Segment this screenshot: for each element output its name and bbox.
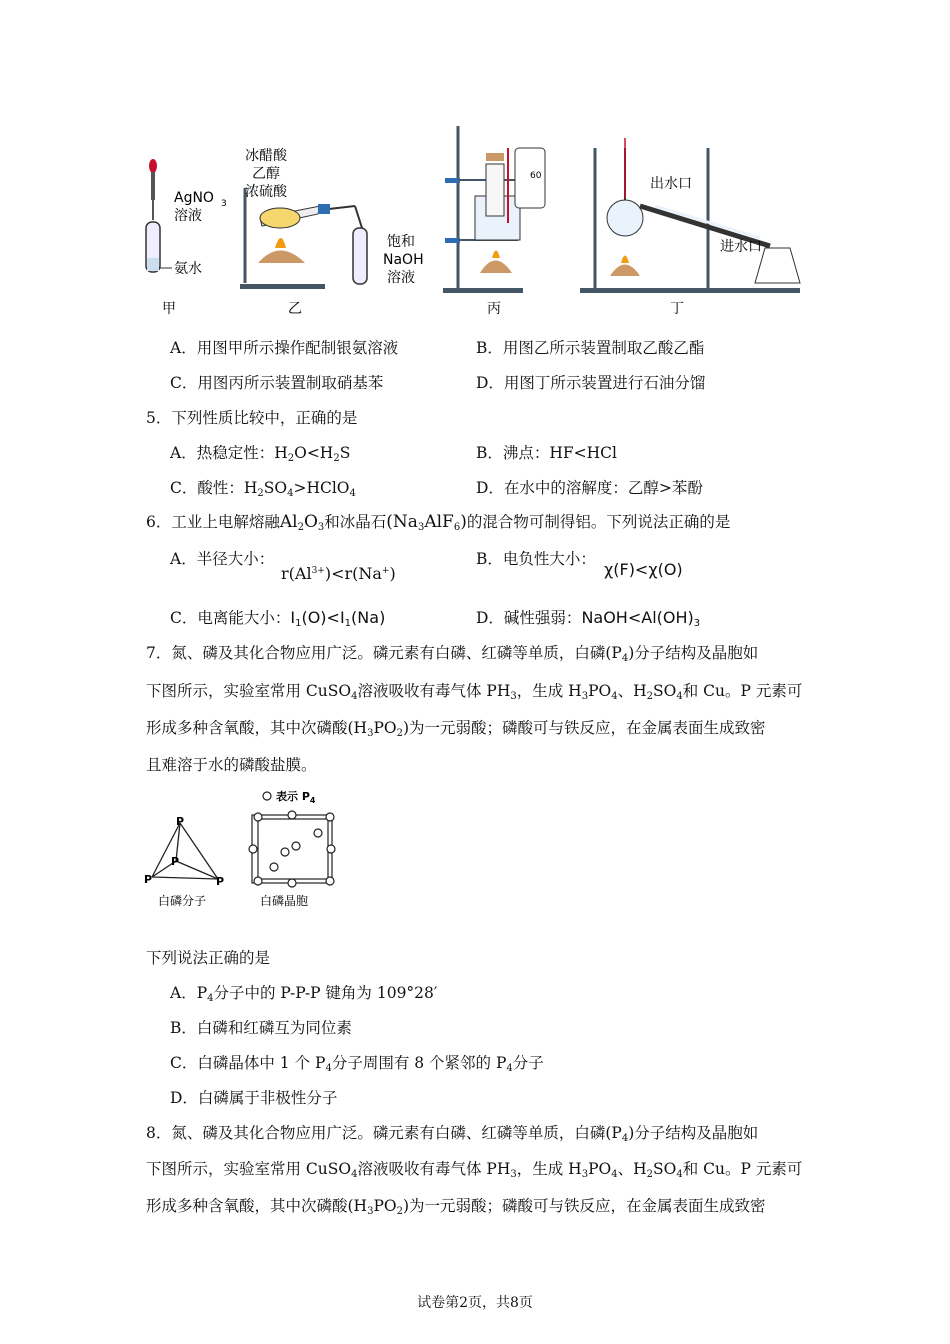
apparatus-ding	[580, 138, 800, 317]
jia-label: 甲	[162, 301, 176, 317]
q7-option-b: B．白磷和红磷互为同位素	[170, 1019, 352, 1037]
q5-option-c: C．酸性：$H_2SO_4>HClO_4$	[170, 479, 356, 499]
ding-label: 丁	[670, 301, 684, 317]
apparatus-bing	[443, 126, 545, 317]
p4-atom-center: P	[171, 855, 180, 868]
q4-option-b: B．用图乙所示装置制取乙酸乙酯	[476, 339, 705, 357]
ding-inlet: 进水口	[720, 239, 762, 255]
jia-reagent1-sub: 3	[221, 199, 227, 209]
q5-option-b: B．沸点：HF<HCl	[476, 444, 617, 462]
p4-atom-right: P	[216, 875, 225, 888]
p4-atom-left: P	[144, 873, 153, 886]
q6-option-d: D．碱性强弱：$NaOH<Al(OH)_3$	[476, 608, 701, 629]
q7-line2: 下图所示，实验室常用 CuSO$_4$溶液吸收有毒气体 $PH_3$，生成 $H_3PO_4$、$H_2SO_4$和 Cu。P 元素可	[146, 682, 803, 702]
q8-line1: 8．氮、磷及其化合物应用广泛。磷元素有白磷、红磷等单质，白磷$(P_4)$分子结构及晶胞如	[146, 1124, 759, 1144]
q8-line3: 形成多种含氧酸，其中次磷酸$(H_3PO_2)$为一元弱酸；磷酸可与铁反应，在金属表面生成致密	[146, 1197, 766, 1217]
q6-option-a-formula: $r(Al^{3+})<r(Na^+)$	[281, 564, 396, 583]
yi-line1: 冰醋酸	[245, 148, 287, 164]
p4-molecule	[152, 823, 218, 879]
yi-label: 乙	[288, 301, 302, 317]
q4-option-d: D．用图丁所示装置进行石油分馏	[476, 374, 706, 392]
jia-reagent1: AgNO	[174, 190, 214, 206]
q6-option-b-formula: χ(F)<χ(O)	[604, 560, 683, 579]
p4-molecule-caption: 白磷分子	[158, 894, 207, 908]
jia-reagent2: 氨水	[174, 261, 202, 277]
q7-option-d: D．白磷属于非极性分子	[170, 1089, 338, 1107]
q5-option-a: A．热稳定性：$H_2O<H_2S$	[170, 444, 351, 464]
q5-stem: 5．下列性质比较中，正确的是	[146, 409, 358, 427]
p4-figure	[140, 785, 350, 915]
q7-option-c: C．白磷晶体中 1 个 $P_4$分子周围有 8 个紧邻的 $P_4$分子	[170, 1054, 544, 1074]
page-footer: 试卷第2页，共8页	[417, 1295, 533, 1311]
jia-reagent1-line2: 溶液	[174, 208, 202, 224]
q6-stem: 6．工业上电解熔融$Al_2O_3$和冰晶石$(Na_3AlF_6)$的混合物可制得铝。下列说法正确的是	[146, 512, 731, 533]
q6-option-a-label: A．半径大小：	[170, 550, 275, 568]
q7-line1: 7．氮、磷及其化合物应用广泛。磷元素有白磷、红磷等单质，白磷$(P_4)$分子结构及晶胞如	[146, 644, 759, 664]
yi-line3: 浓硫酸	[245, 184, 287, 200]
p4-atom-top: P	[176, 815, 185, 828]
yi-right3: 溶液	[387, 270, 415, 286]
q7-option-a: A．$P_4$分子中的 P-P-P 键角为 109°28′	[170, 984, 438, 1004]
yi-right1: 饱和	[387, 234, 415, 250]
q7-line4: 且难溶于水的磷酸盐膜。	[146, 756, 317, 774]
apparatus-jia	[146, 159, 227, 317]
yi-line2: 乙醇	[252, 166, 280, 182]
q6-option-c: C．电离能大小：$I_1(O)<I_1(Na)$	[170, 608, 386, 629]
p4-legend: 表示 $P_4$	[276, 790, 316, 805]
ding-outlet: 出水口	[650, 176, 692, 192]
apparatus-figure	[140, 118, 820, 323]
yi-right2: NaOH	[383, 252, 424, 268]
q7-line3: 形成多种含氧酸，其中次磷酸$(H_3PO_2)$为一元弱酸；磷酸可与铁反应，在金属表面生成致密	[146, 719, 766, 739]
q7-ask: 下列说法正确的是	[146, 949, 271, 967]
bing-label: 丙	[487, 301, 501, 317]
p4-unit-cell	[249, 792, 335, 887]
q5-option-d: D．在水中的溶解度：乙醇>苯酚	[476, 479, 703, 497]
q6-option-b-label: B．电负性大小：	[476, 550, 596, 568]
q8-line2: 下图所示，实验室常用 CuSO$_4$溶液吸收有毒气体 $PH_3$，生成 $H_3PO_4$、$H_2SO_4$和 Cu。P 元素可	[146, 1160, 803, 1180]
p4-cell-caption: 白磷晶胞	[260, 894, 309, 908]
bing-thermo: 60	[530, 171, 542, 181]
apparatus-yi	[240, 147, 424, 317]
q4-option-a: A．用图甲所示操作配制银氨溶液	[170, 339, 399, 357]
q4-option-c: C．用图丙所示装置制取硝基苯	[170, 374, 384, 392]
